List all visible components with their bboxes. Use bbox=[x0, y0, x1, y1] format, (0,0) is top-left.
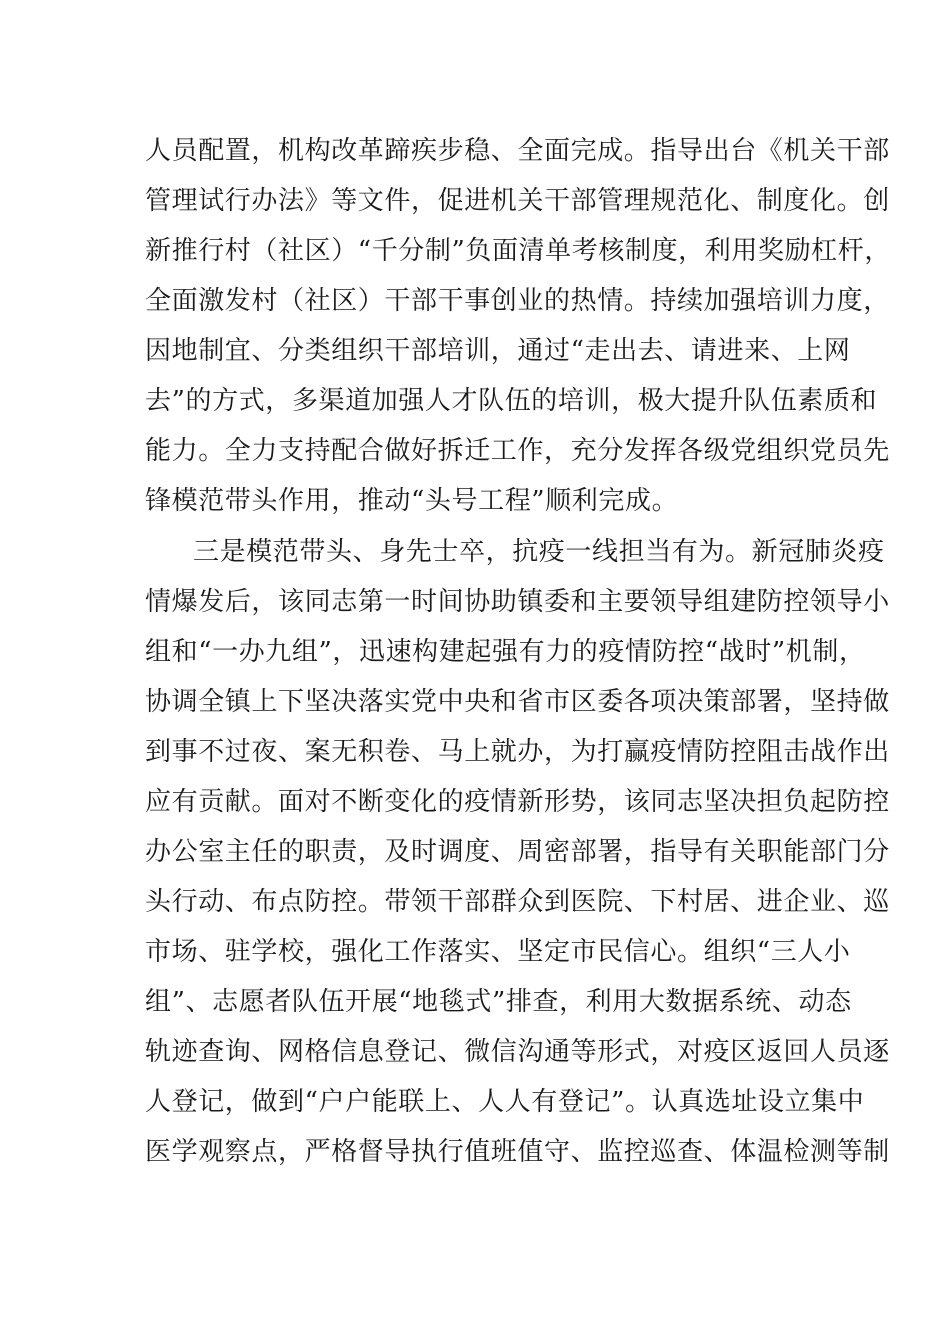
text-line: 锋模范带头作用，推动“头号工程”顺利完成。 bbox=[145, 486, 679, 516]
text-line: 三是模范带头、身先士卒，抗疫一线担当有为。新冠肺炎疫 bbox=[193, 537, 885, 567]
text-line: 市场、驻学校，强化工作落实、坚定市民信心。组织“三人小 bbox=[145, 937, 851, 967]
text-line: 去”的方式，多渠道加强人才队伍的培训，极大提升队伍素质和 bbox=[145, 386, 878, 416]
text-line: 全面激发村（社区）干部干事创业的热情。持续加强培训力度， bbox=[145, 286, 890, 316]
text-line: 人员配置，机构改革蹄疾步稳、全面完成。指导出台《机关干部 bbox=[145, 136, 890, 166]
text-line: 到事不过夜、案无积卷、马上就办，为打赢疫情防控阻击战作出 bbox=[145, 737, 890, 767]
text-line: 协调全镇上下坚决落实党中央和省市区委各项决策部署，坚持做 bbox=[145, 687, 890, 717]
text-line: 头行动、布点防控。带领干部群众到医院、下村居、进企业、巡 bbox=[145, 887, 890, 917]
text-line: 因地制宜、分类组织干部培训，通过“走出去、请进来、上网 bbox=[145, 336, 851, 366]
text-line: 情爆发后，该同志第一时间协助镇委和主要领导组建防控领导小 bbox=[145, 587, 890, 617]
text-line: 组和“一办九组”，迅速构建起强有力的疫情防控“战时”机制， bbox=[145, 637, 866, 667]
text-line: 应有贡献。面对不断变化的疫情新形势，该同志坚决担负起防控 bbox=[145, 787, 890, 817]
text-line: 办公室主任的职责，及时调度、周密部署，指导有关职能部门分 bbox=[145, 837, 890, 867]
text-line: 组”、志愿者队伍开展“地毯式”排查，利用大数据系统、动态 bbox=[145, 987, 852, 1017]
text-line: 医学观察点，严格督导执行值班值守、监控巡查、体温检测等制 bbox=[145, 1137, 890, 1167]
text-line: 能力。全力支持配合做好拆迁工作，充分发挥各级党组织党员先 bbox=[145, 436, 890, 466]
text-line: 人登记，做到“户户能联上、人人有登记”。认真选址设立集中 bbox=[145, 1087, 865, 1117]
text-line: 新推行村（社区）“千分制”负面清单考核制度，利用奖励杠杆， bbox=[145, 236, 891, 266]
text-line: 轨迹查询、网格信息登记、微信沟通等形式，对疫区返回人员逐 bbox=[145, 1037, 890, 1067]
text-line: 管理试行办法》等文件，促进机关干部管理规范化、制度化。创 bbox=[145, 186, 890, 216]
